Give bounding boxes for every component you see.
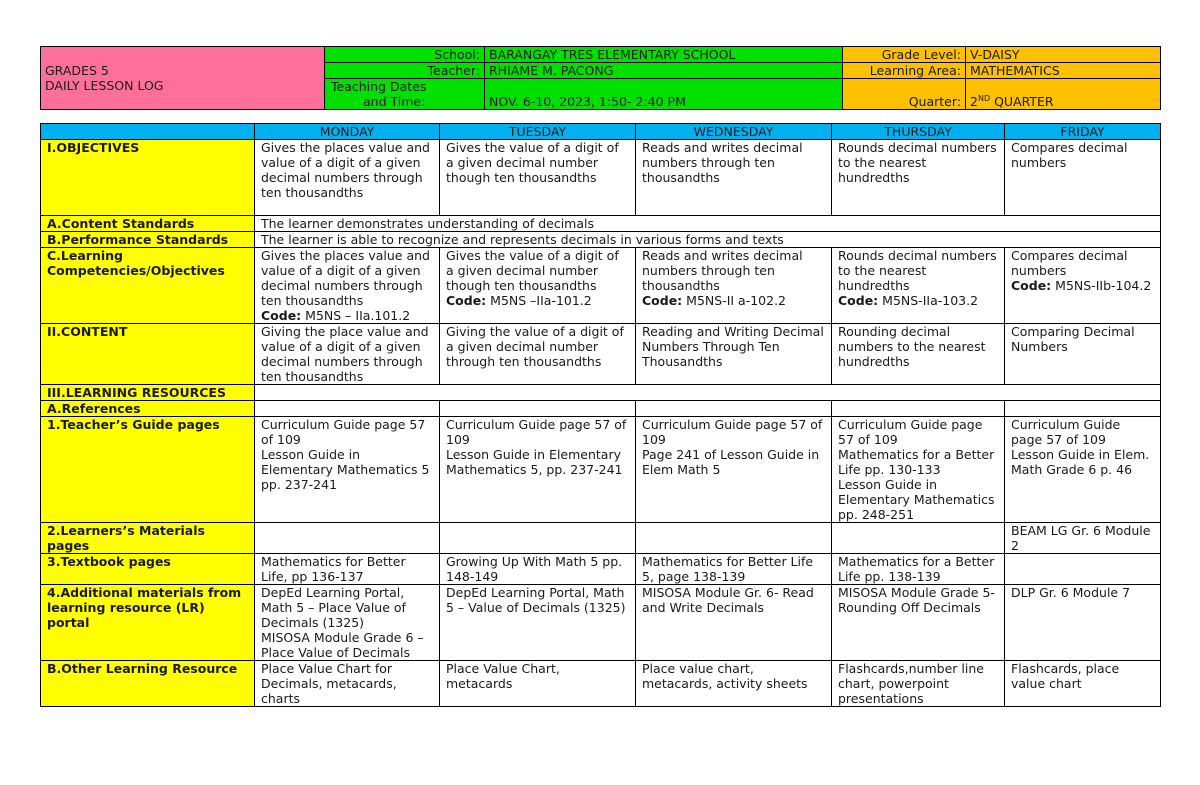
lesson-log-header bbox=[40, 46, 1161, 110]
learners-materials-tuesday bbox=[440, 523, 636, 554]
teacher-label: Teacher: bbox=[325, 63, 485, 79]
school-label: School: bbox=[325, 47, 485, 63]
competency-code: M5NS – IIa.101.2 bbox=[301, 308, 411, 323]
title-dll: DAILY LESSON LOG bbox=[45, 78, 164, 93]
learners-materials-friday: BEAM LG Gr. 6 Module 2 bbox=[1005, 523, 1161, 554]
learning-area-label: Learning Area: bbox=[843, 63, 966, 79]
competencies-tuesday: Gives the value of a digit of a given decimal number though ten thousandths Code: M5NS –IIa-101.2 bbox=[440, 248, 636, 324]
content-thursday: Rounding decimal numbers to the nearest hundredths bbox=[832, 324, 1005, 385]
content-standards-text: The learner demonstrates understanding of decimals bbox=[255, 216, 1161, 232]
objectives-row bbox=[41, 140, 1161, 216]
other-friday: Flashcards, place value chart bbox=[1005, 661, 1161, 707]
day-thursday: THURSDAY bbox=[832, 124, 1005, 140]
teachers-guide-tuesday: Curriculum Guide page 57 of 109 Lesson Guide in Elementary Mathematics 5, pp. 237-241 bbox=[440, 417, 636, 523]
learners-materials-row bbox=[41, 523, 1161, 554]
learners-materials-wednesday bbox=[636, 523, 832, 554]
other-tuesday: Place Value Chart, metacards bbox=[440, 661, 636, 707]
learning-resources-label: III.LEARNING RESOURCES bbox=[41, 385, 255, 401]
competency-code: M5NS –IIa-101.2 bbox=[486, 293, 592, 308]
content-wednesday: Reading and Writing Decimal Numbers Through Ten Thousandths bbox=[636, 324, 832, 385]
school-value: BARANGAY TRES ELEMENTARY SCHOOL bbox=[485, 47, 843, 63]
code-label: Code: bbox=[261, 308, 302, 323]
teachers-guide-wednesday: Curriculum Guide page 57 of 109 Page 241 of Lesson Guide in Elem Math 5 bbox=[636, 417, 832, 523]
teachers-guide-friday: Curriculum Guide page 57 of 109 Lesson Guide in Elem. Math Grade 6 p. 46 bbox=[1005, 417, 1161, 523]
competencies-monday: Gives the places value and value of a digit of a given decimal numbers through ten thousandths Code: M5NS – IIa.101.2 bbox=[255, 248, 440, 324]
competency-code: M5NS-IIb-104.2 bbox=[1051, 278, 1152, 293]
content-row bbox=[41, 324, 1161, 385]
objectives-friday: Compares decimal numbers bbox=[1005, 140, 1161, 216]
content-tuesday: Giving the value of a digit of a given decimal number through ten thousandths bbox=[440, 324, 636, 385]
other-wednesday: Place value chart, metacards, activity sheets bbox=[636, 661, 832, 707]
competency-code: M5NS-II a-102.2 bbox=[682, 293, 786, 308]
performance-standards-row bbox=[41, 232, 1161, 248]
textbook-friday bbox=[1005, 554, 1161, 585]
day-tuesday: TUESDAY bbox=[440, 124, 636, 140]
day-friday: FRIDAY bbox=[1005, 124, 1161, 140]
textbook-row bbox=[41, 554, 1161, 585]
competencies-thursday: Rounds decimal numbers to the nearest hundredths Code: M5NS-IIa-103.2 bbox=[832, 248, 1005, 324]
competency-code: M5NS-IIa-103.2 bbox=[878, 293, 979, 308]
learners-materials-thursday bbox=[832, 523, 1005, 554]
other-resources-label: B.Other Learning Resource bbox=[41, 661, 255, 707]
header-blank bbox=[41, 124, 255, 140]
content-friday: Comparing Decimal Numbers bbox=[1005, 324, 1161, 385]
day-monday: MONDAY bbox=[255, 124, 440, 140]
code-label: Code: bbox=[1011, 278, 1052, 293]
objectives-monday: Gives the places value and value of a digit of a given decimal numbers through ten thousandths bbox=[255, 140, 440, 216]
textbook-tuesday: Growing Up With Math 5 pp. 148-149 bbox=[440, 554, 636, 585]
objectives-tuesday: Gives the value of a digit of a given decimal number though ten thousandths bbox=[440, 140, 636, 216]
learners-materials-label: 2.Learners’s Materials pages bbox=[41, 523, 255, 554]
additional-friday: DLP Gr. 6 Module 7 bbox=[1005, 585, 1161, 661]
textbook-wednesday: Mathematics for Better Life 5, page 138-139 bbox=[636, 554, 832, 585]
content-standards-row bbox=[41, 216, 1161, 232]
competencies-label: C.Learning Competencies/Objectives bbox=[41, 248, 255, 324]
teachers-guide-monday: Curriculum Guide page 57 of 109 Lesson Guide in Elementary Mathematics 5 pp. 237-241 bbox=[255, 417, 440, 523]
additional-wednesday: MISOSA Module Gr. 6- Read and Write Decimals bbox=[636, 585, 832, 661]
teacher-value: RHIAME M. PACONG bbox=[485, 63, 843, 79]
teachers-guide-thursday: Curriculum Guide page 57 of 109 Mathematics for a Better Life pp. 130-133 Lesson Guide in Elementary Mathematics pp. 248-251 bbox=[832, 417, 1005, 523]
competencies-wednesday: Reads and writes decimal numbers through ten thousandths Code: M5NS-II a-102.2 bbox=[636, 248, 832, 324]
competencies-friday: Compares decimal numbers Code: M5NS-IIb-104.2 bbox=[1005, 248, 1161, 324]
additional-tuesday: DepEd Learning Portal, Math 5 – Value of Decimals (1325) bbox=[440, 585, 636, 661]
code-label: Code: bbox=[446, 293, 487, 308]
additional-monday: DepEd Learning Portal, Math 5 – Place Value of Decimals (1325) MISOSA Module Grade 6 – Place Value of Decimals bbox=[255, 585, 440, 661]
textbook-label: 3.Textbook pages bbox=[41, 554, 255, 585]
grade-level-value: V-DAISY bbox=[966, 47, 1161, 63]
quarter-value: 2ND QUARTER bbox=[966, 79, 1161, 110]
other-monday: Place Value Chart for Decimals, metacards, charts bbox=[255, 661, 440, 707]
additional-thursday: MISOSA Module Grade 5-Rounding Off Decimals bbox=[832, 585, 1005, 661]
textbook-monday: Mathematics for Better Life, pp 136-137 bbox=[255, 554, 440, 585]
content-label: II.CONTENT bbox=[41, 324, 255, 385]
references-label: A.References bbox=[41, 401, 255, 417]
learners-materials-monday bbox=[255, 523, 440, 554]
performance-standards-label: B.Performance Standards bbox=[41, 232, 255, 248]
day-wednesday: WEDNESDAY bbox=[636, 124, 832, 140]
quarter-label: Quarter: bbox=[843, 79, 966, 110]
teachers-guide-row bbox=[41, 417, 1161, 523]
references-row bbox=[41, 401, 1161, 417]
textbook-thursday: Mathematics for a Better Life pp. 138-139 bbox=[832, 554, 1005, 585]
grade-level-label: Grade Level: bbox=[843, 47, 966, 63]
performance-standards-text: The learner is able to recognize and represents decimals in various forms and texts bbox=[255, 232, 1161, 248]
objectives-label: I.OBJECTIVES bbox=[41, 140, 255, 216]
title-grade: GRADES 5 bbox=[45, 63, 109, 78]
code-label: Code: bbox=[838, 293, 879, 308]
objectives-thursday: Rounds decimal numbers to the nearest hundredths bbox=[832, 140, 1005, 216]
teaching-dates-value: NOV. 6-10, 2023, 1:50- 2:40 PM bbox=[485, 79, 843, 110]
objectives-wednesday: Reads and writes decimal numbers through ten thousandths bbox=[636, 140, 832, 216]
additional-materials-label: 4.Additional materials from learning resource (LR) portal bbox=[41, 585, 255, 661]
competencies-row bbox=[41, 248, 1161, 324]
learning-area-value: MATHEMATICS bbox=[966, 63, 1161, 79]
day-header-row bbox=[41, 124, 1161, 140]
title-block bbox=[41, 47, 325, 110]
content-standards-label: A.Content Standards bbox=[41, 216, 255, 232]
learning-resources-row bbox=[41, 385, 1161, 401]
learning-resources-blank bbox=[255, 385, 1161, 401]
other-thursday: Flashcards,number line chart, powerpoint presentations bbox=[832, 661, 1005, 707]
content-monday: Giving the place value and value of a digit of a given decimal numbers through ten thousandths bbox=[255, 324, 440, 385]
other-resources-row bbox=[41, 661, 1161, 707]
teachers-guide-label: 1.Teacher’s Guide pages bbox=[41, 417, 255, 523]
teaching-dates-label: Teaching Dates and Time: bbox=[325, 79, 485, 110]
additional-materials-row bbox=[41, 585, 1161, 661]
lesson-log-table bbox=[40, 123, 1161, 707]
code-label: Code: bbox=[642, 293, 683, 308]
